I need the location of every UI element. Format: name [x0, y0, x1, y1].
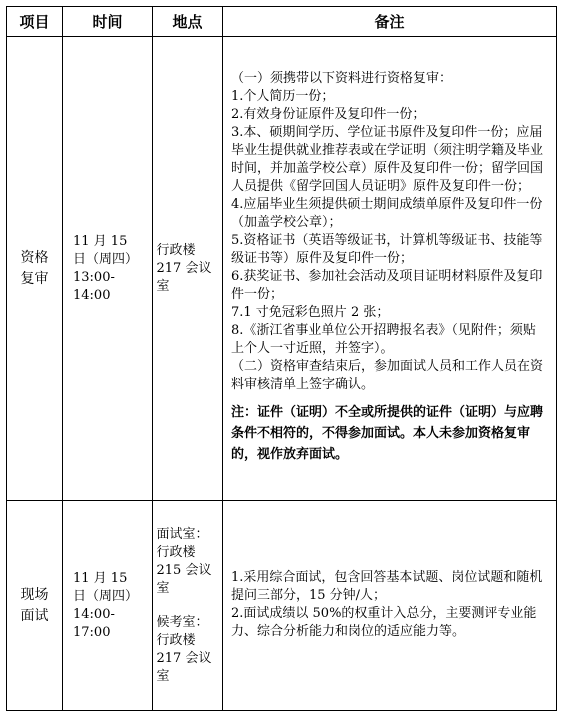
remark-line: 3.本、硕期间学历、学位证书原件及复印件一份；应届毕业生提供就业推荐表或在学证明（须注明学籍及毕业时间，并加盖学校公章）原件及复印件一份；留学回国人员提供《留学回国人员证明》原件及复印件一份； — [231, 125, 544, 194]
remark-line: 1.采用综合面试，包含回答基本试题、岗位试题和随机提问三部分，15 分钟/人； — [231, 569, 543, 603]
header-time: 时间 — [63, 7, 153, 37]
remark-line: 8.《浙江省事业单位公开招聘报名表》（见附件；须贴上个人一寸近照，并签字）。 — [231, 323, 536, 356]
cell-remarks — [223, 501, 557, 711]
remark-line: 2.有效身份证原件及复印件一份； — [231, 107, 426, 122]
remark-line: 2.面试成绩以 50%的权重计入总分，主要测评专业能力、综合分析能力和岗位的适应能力等。 — [231, 605, 537, 639]
header-item: 项目 — [7, 7, 63, 37]
cell-time — [63, 37, 153, 501]
remark-line: 5.资格证书（英语等级证书，计算机等级证书、技能等级证书等）原件及复印件一份； — [231, 233, 543, 266]
remark-line: 1.个人简历一份； — [231, 89, 335, 104]
remark-line: 4.应届毕业生须提供硕士期间成绩单原件及复印件一份（加盖学校公章）； — [231, 197, 543, 230]
place-text: 行政楼 217 会议室 — [156, 242, 212, 294]
table-header-row — [7, 7, 557, 37]
cell-time — [63, 501, 153, 711]
remark-line: （二）资格审查结束后，参加面试人员和工作人员在资料审核清单上签字确认。 — [231, 359, 544, 392]
schedule-table — [6, 6, 557, 711]
cell-item — [7, 37, 63, 501]
cell-place — [153, 501, 223, 711]
cell-item — [7, 501, 63, 711]
warning-note: 注：证件（证明）不全或所提供的证件（证明）与应聘条件不相符的，不得参加面试。本人未参加资格复审的，视作放弃面试。 — [231, 405, 544, 462]
table-row — [7, 501, 557, 711]
header-place: 地点 — [153, 7, 223, 37]
item-label: 现场面试 — [20, 586, 49, 624]
cell-place — [153, 37, 223, 501]
time-text: 11 月 15 日（周四）13:00-14:00 — [73, 233, 132, 303]
remark-line: （一）须携带以下资料进行资格复审： — [231, 71, 453, 86]
item-label: 资格复审 — [20, 249, 49, 287]
place-text-interview: 面试室：行政楼 215 会议室 — [156, 526, 212, 596]
table-row — [7, 37, 557, 501]
cell-remarks — [223, 37, 557, 501]
header-remarks: 备注 — [223, 7, 557, 37]
remark-line: 7.1 寸免冠彩色照片 2 张； — [231, 305, 390, 320]
place-text-waiting: 候考室：行政楼 217 会议室 — [156, 614, 212, 684]
remark-line: 6.获奖证书、参加社会活动及项目证明材料原件及复印件一份； — [231, 269, 543, 302]
time-text: 11 月 15 日（周四）14:00-17:00 — [73, 570, 132, 640]
